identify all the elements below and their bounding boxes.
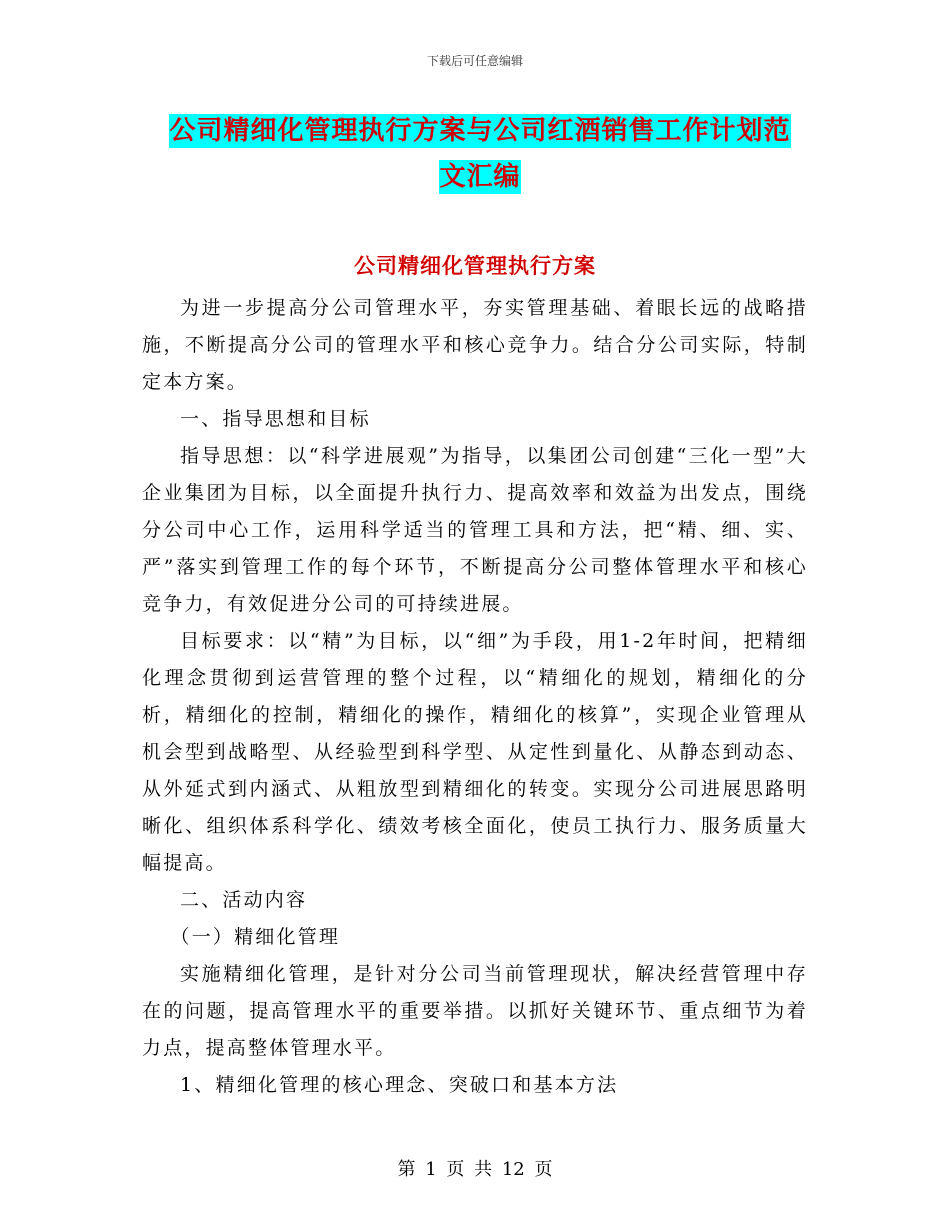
header-note: 下载后可任意编辑 bbox=[426, 54, 523, 68]
document-title-line1: 公司精细化管理执行方案与公司红酒销售工作计划范 bbox=[169, 116, 791, 146]
document-title bbox=[140, 108, 820, 200]
page-footer: 第 1 页 共 12 页 bbox=[397, 1159, 553, 1180]
paragraph-goals: 目标要求：以“精”为目标，以“细”为手段，用1-2年时间，把精细化理念贯彻到运营管理的整个过程，以“精细化的规划，精细化的分析，精细化的控制，精细化的操作，精细化的核算”，实现企业管理从机会型到战略型、从经验型到科学型、从定性到量化、从静态到动态、从外延式到内涵式、从粗放型到精细化的转变。实现分公司进展思路明晰化、组织体系科学化、绩效考核全面化，使员工执行力、服务质量大幅提高。 bbox=[142, 630, 808, 874]
heading-refined-management: （一）精细化管理 bbox=[170, 926, 341, 948]
heading-activities: 二、活动内容 bbox=[180, 889, 308, 911]
section-title: 公司精细化管理执行方案 bbox=[354, 253, 596, 278]
heading-core-concept: 1、精细化管理的核心理念、突破口和基本方法 bbox=[180, 1074, 619, 1096]
document-title-line2: 文汇编 bbox=[439, 162, 521, 192]
paragraph-intro: 为进一步提高分公司管理水平，夯实管理基础、着眼长远的战略措施，不断提高分公司的管理水平和核心竞争力。结合分公司实际，特制定本方案。 bbox=[142, 297, 808, 393]
heading-guiding-thought: 一、指导思想和目标 bbox=[180, 408, 371, 430]
document-body bbox=[142, 290, 808, 1104]
paragraph-guiding-thought: 指导思想：以“科学进展观”为指导，以集团公司创建“三化一型”大企业集团为目标，以全面提升执行力、提高效率和效益为出发点，围绕分公司中心工作，运用科学适当的管理工具和方法，把“精、细、实、严”落实到管理工作的每个环节，不断提高分公司整体管理水平和核心竞争力，有效促进分公司的可持续进展。 bbox=[142, 445, 808, 615]
paragraph-refined-management: 实施精细化管理，是针对分公司当前管理现状，解决经营管理中存在的问题，提高管理水平的重要举措。以抓好关键环节、重点细节为着力点，提高整体管理水平。 bbox=[142, 963, 808, 1059]
